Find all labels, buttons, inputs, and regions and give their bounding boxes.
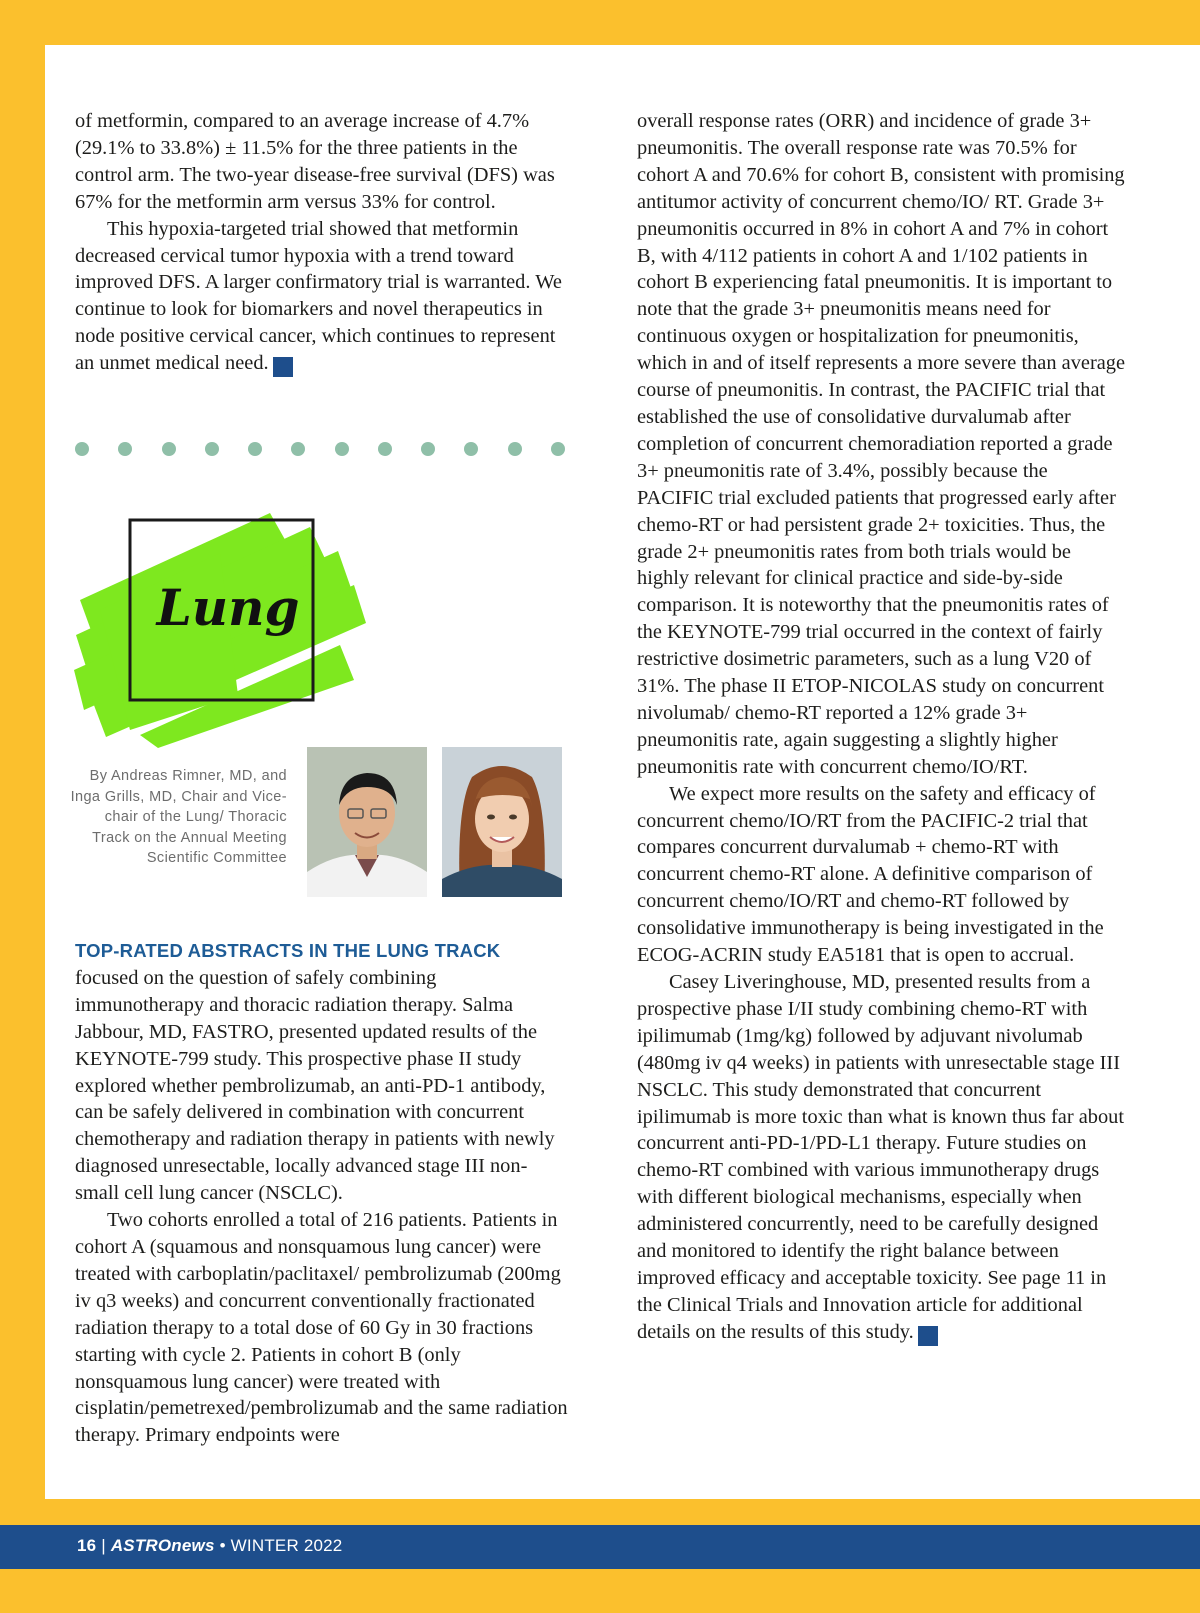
divider-dot — [118, 442, 132, 456]
divider-dot — [162, 442, 176, 456]
lead-heading: TOP-RATED ABSTRACTS IN THE LUNG TRACK — [75, 940, 501, 961]
paragraph-text: This hypoxia-targeted trial showed that metformin decreased cervical tumor hypoxia with a trend toward improved DFS. A larger confirmatory trial is warranted. We continue to look for biomarkers and novel therapeutics in node positive cervical cancer, which continues to represent an unmet medical need. — [75, 217, 562, 375]
author-photo-grills — [442, 747, 562, 897]
portrait-man-icon — [307, 747, 427, 897]
lead-paragraph — [75, 938, 570, 1207]
divider-dot — [464, 442, 478, 456]
lung-section-graphic — [70, 505, 370, 750]
issue-label: WINTER 2022 — [230, 1536, 343, 1555]
divider-dot — [205, 442, 219, 456]
footer-separator: | — [101, 1536, 106, 1555]
paragraph: overall response rates (ORR) and incidence of grade 3+ pneumonitis. The overall response rate was 70.5% for cohort A and 70.6% for cohort B, consistent with promising antitumor activity of concurrent chemo/IO/ RT. Grade 3+ pneumonitis occurred in 8% in cohort A and 7% in cohort B, with 4/112 patients in cohort A and 1/102 patients in cohort B experiencing fatal pneumonitis. It is important to note that the grade 3+ pneumonitis means need for continuous oxygen or hospitalization for pneumonitis, which in and of itself represents a more severe than average course of pneumonitis. In contrast, the PACIFIC trial that established the use of consolidative durvalumab after completion of concurrent chemoradiation reported a grade 3+ pneumonitis rate of 3.4%, possibly because the PACIFIC trial excluded patients that progressed early after chemo-RT or had persistent grade 2+ toxicities. Thus, the grade 2+ pneumonitis rates from both trials would be highly relevant for clinical practice and side-by-side comparison. It is noteworthy that the pneumonitis rates of the KEYNOTE-799 trial occurred in the context of fairly restrictive dosimetric parameters, such as a lung V20 of 31%. The phase II ETOP-NICOLAS study on concurrent nivolumab/ chemo-RT reported a 12% grade 3+ pneumonitis rate, again suggesting a slightly higher pneumonitis rate with concurrent chemo/IO/RT. — [637, 110, 1126, 778]
paragraph: Two cohorts enrolled a total of 216 patients. Patients in cohort A (squamous and nonsquamous lung cancer) were treated with carboplatin/paclitaxel/ pembrolizumab (200mg iv q3 weeks) and concurrent conventionally fractionated radiation therapy to a total dose of 60 Gy in 30 fractions starting with cycle 2. Patients in cohort B (only nonsquamous lung cancer) were treated with cisplatin/pemetrexed/pembrolizumab and the same radiation therapy. Primary endpoints were — [75, 1209, 568, 1447]
dot-divider — [75, 442, 565, 458]
divider-dot — [551, 442, 565, 456]
lead-text: focused on the question of safely combining immunotherapy and thoracic radiation therapy. Salma Jabbour, MD, FASTRO, presented updated results of the KEYNOTE-799 study. This prospective phase II study explored whether pembrolizumab, an anti-PD-1 antibody, can be safely delivered in combination with concurrent chemotherapy and radiation therapy in patients with newly diagnosed unresectable, locally advanced stage III non-small cell lung cancer (NSCLC). — [75, 966, 555, 1205]
author-photo-rimner — [307, 747, 427, 897]
paragraph-text: Casey Liveringhouse, MD, presented results from a prospective phase I/II study combining chemo-RT with ipilimumab (1mg/kg) followed by adjuvant nivolumab (480mg iv q4 weeks) in patients with unresectable stage III NSCLC. This study demonstrated that concurrent ipilimumab is more toxic than what is known thus far about concurrent anti-PD-1/PD-L1 therapy. Future studies on chemo-RT combined with various immunotherapy drugs with different biological mechanisms, especially when administered concurrently, need to be carefully designed and monitored to identify the right balance between improved efficacy and acceptable toxicity. See page 11 in the Clinical Trials and Innovation article for additional details on the results of this study. — [637, 971, 1125, 1343]
paragraph: We expect more results on the safety and efficacy of concurrent chemo/IO/RT from the PACIFIC-2 trial that compares concurrent durvalumab + chemo-RT with concurrent chemo-RT alone. A definitive comparison of concurrent chemo/IO/RT and chemo-RT followed by consolidative immunotherapy is being investigated in the ECOG-ACRIN study EA5181 that is open to accrual. — [637, 782, 1104, 967]
paragraph — [75, 216, 570, 378]
publication-name: ASTROnews — [110, 1536, 215, 1555]
section-title: Lung — [156, 578, 300, 637]
divider-dot — [378, 442, 392, 456]
page-footer — [77, 1536, 342, 1556]
divider-dot — [291, 442, 305, 456]
divider-dot — [421, 442, 435, 456]
right-column — [637, 108, 1127, 1346]
divider-dot — [248, 442, 262, 456]
astro-end-mark-icon: A — [918, 1326, 938, 1346]
left-column-top — [75, 108, 570, 377]
divider-dot — [508, 442, 522, 456]
divider-dot — [75, 442, 89, 456]
author-byline: By Andreas Rimner, MD, and Inga Grills, MD, Chair and Vice-chair of the Lung/ Thoracic Track on the Annual Meeting Scientific Committee — [70, 768, 287, 866]
paragraph: of metformin, compared to an average increase of 4.7% (29.1% to 33.8%) ± 11.5% for the three patients in the control arm. The two-year disease-free survival (DFS) was 67% for the metformin arm versus 33% for control. — [75, 110, 555, 213]
astro-end-mark-icon: A — [273, 357, 293, 377]
left-column-bottom — [75, 938, 570, 1449]
paragraph — [637, 969, 1127, 1346]
divider-dot — [335, 442, 349, 456]
portrait-woman-icon — [442, 747, 562, 897]
page-number: 16 — [77, 1536, 97, 1555]
footer-bullet: • — [219, 1536, 226, 1555]
